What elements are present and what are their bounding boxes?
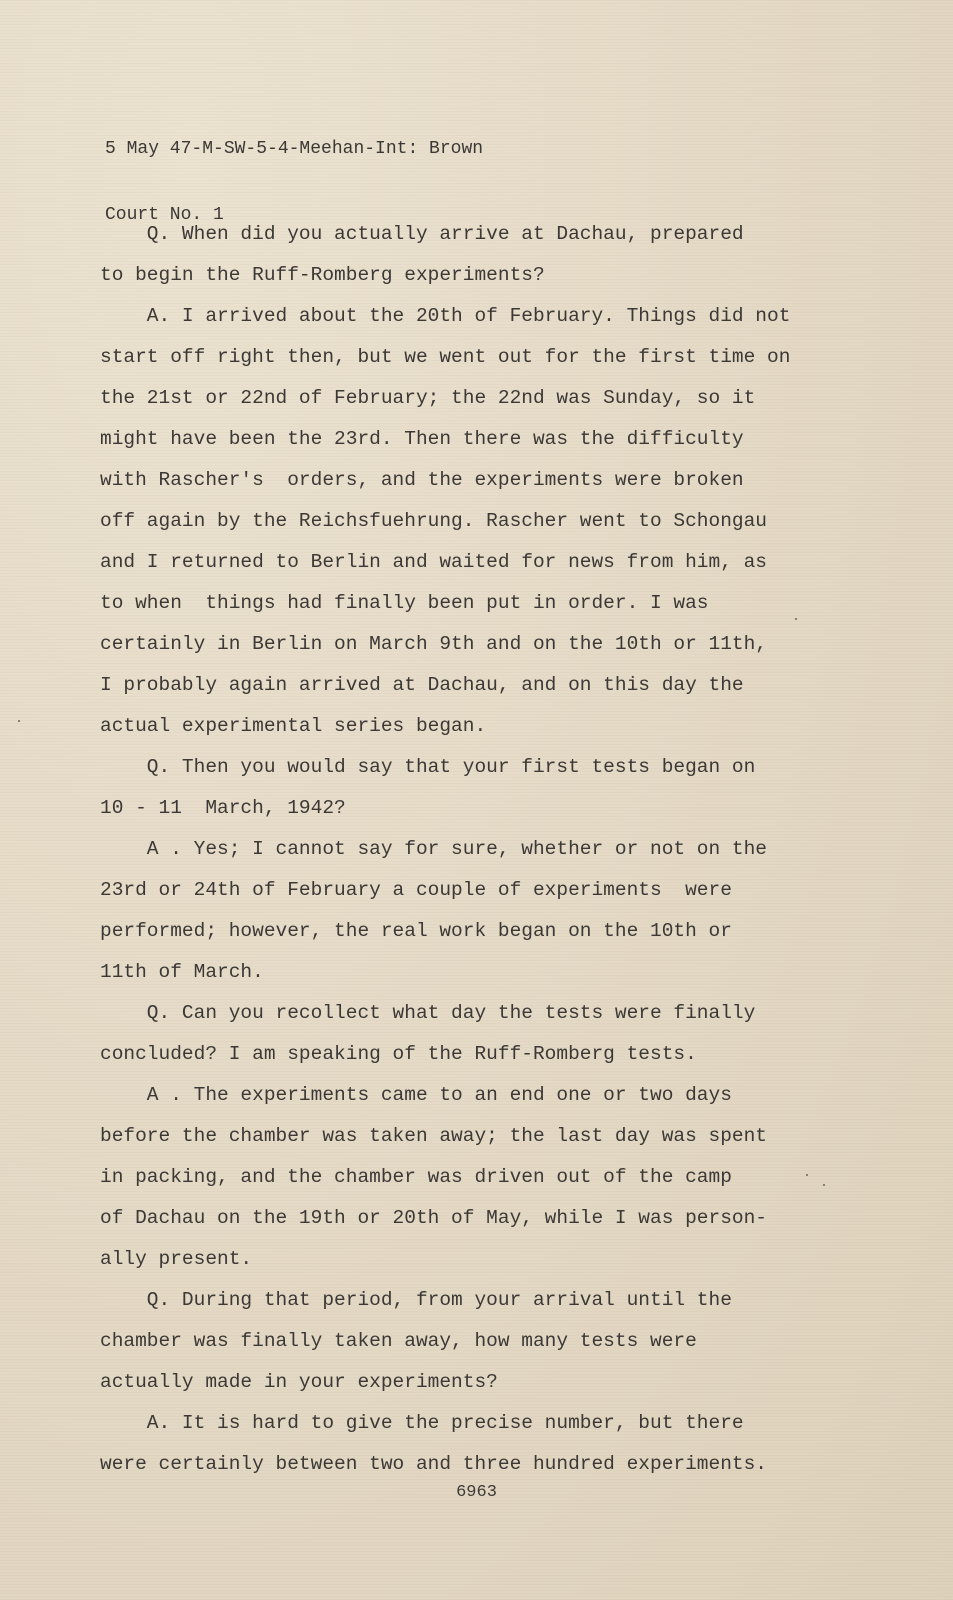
text-line: start off right then, but we went out for the first time on [100, 346, 791, 368]
paper-speck [18, 720, 20, 722]
transcript-body [100, 214, 840, 1485]
text-line: to begin the Ruff-Romberg experiments? [100, 264, 545, 286]
text-line: I probably again arrived at Dachau, and on this day the [100, 674, 744, 696]
text-line: before the chamber was taken away; the last day was spent [100, 1125, 768, 1147]
text-line: performed; however, the real work began on the 10th or [100, 920, 732, 942]
header-line-2: Court No. 1 [105, 205, 224, 225]
text-line: A. It is hard to give the precise number, but there [100, 1412, 744, 1434]
text-line: Q. During that period, from your arrival until the [100, 1289, 732, 1311]
text-line: were certainly between two and three hundred experiments. [100, 1453, 768, 1475]
text-line: off again by the Reichsfuehrung. Rascher went to Schongau [100, 510, 768, 532]
text-line: ally present. [100, 1248, 253, 1270]
header-line-1: 5 May 47-M-SW-5-4-Meehan-Int: Brown [105, 139, 484, 159]
text-line: Q. Can you recollect what day the tests were finally [100, 1002, 756, 1024]
text-line: A. I arrived about the 20th of February. Things did not [100, 305, 791, 327]
text-line: actually made in your experiments? [100, 1371, 498, 1393]
text-line: A . The experiments came to an end one or two days [100, 1084, 732, 1106]
page-number: 6963 [456, 1483, 497, 1502]
text-line: with Rascher's orders, and the experiments were broken [100, 469, 744, 491]
text-line: of Dachau on the 19th or 20th of May, while I was person- [100, 1207, 768, 1229]
text-line: in packing, and the chamber was driven out of the camp [100, 1166, 732, 1188]
text-line: 11th of March. [100, 961, 264, 983]
text-line: might have been the 23rd. Then there was the difficulty [100, 428, 744, 450]
text-line: A . Yes; I cannot say for sure, whether or not on the [100, 838, 768, 860]
paper-speck [823, 1184, 825, 1186]
text-line: actual experimental series began. [100, 715, 487, 737]
text-line: to when things had finally been put in order. I was [100, 592, 709, 614]
text-line: the 21st or 22nd of February; the 22nd was Sunday, so it [100, 387, 756, 409]
text-line: and I returned to Berlin and waited for news from him, as [100, 551, 768, 573]
paper-speck [806, 1174, 808, 1176]
text-line: chamber was finally taken away, how many tests were [100, 1330, 697, 1352]
text-line: 23rd or 24th of February a couple of experiments were [100, 879, 732, 901]
text-line: 10 - 11 March, 1942? [100, 797, 346, 819]
text-line: concluded? I am speaking of the Ruff-Romberg tests. [100, 1043, 697, 1065]
paper-speck [795, 618, 797, 620]
text-line: certainly in Berlin on March 9th and on the 10th or 11th, [100, 633, 768, 655]
text-line: Q. When did you actually arrive at Dachau, prepared [100, 223, 744, 245]
text-line: Q. Then you would say that your first tests began on [100, 756, 756, 778]
